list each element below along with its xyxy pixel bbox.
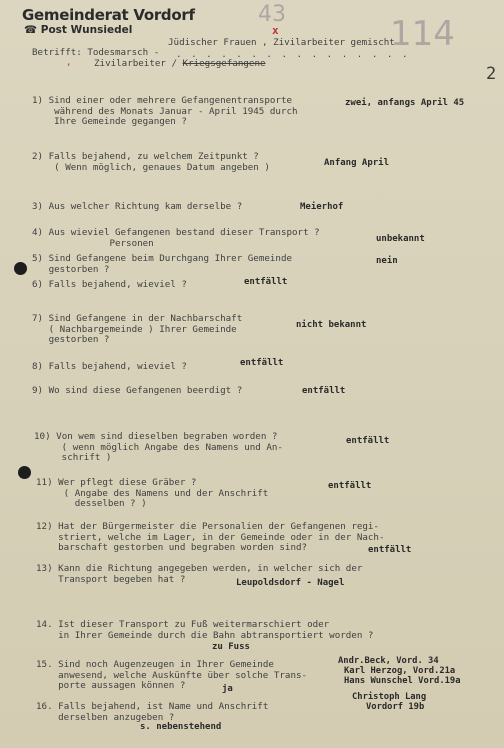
- question-1: 1) Sind einer oder mehrere Gefangenentransporte während des Monats Januar - April 1945 durch Ihre Gemeinde gegangen ?: [32, 95, 298, 127]
- witness-3: Hans Wunschel Vord.19a: [344, 676, 461, 686]
- question-6: 6) Falls bejahend, wieviel ?: [32, 279, 187, 290]
- answer-16: s. nebenstehend: [140, 722, 222, 732]
- answer-10: entfällt: [346, 436, 390, 446]
- red-check-mark: x: [272, 24, 279, 37]
- answer-5: nein: [376, 256, 398, 266]
- answer-11: entfällt: [328, 481, 372, 491]
- telephone-icon: ☎: [24, 24, 38, 36]
- question-4: 4) Aus wieviel Gefangenen bestand dieser Transport ? Personen: [32, 227, 320, 249]
- concerning-line-2: Zivilarbeiter / Kriegsgefangene: [94, 58, 266, 69]
- answer-4: unbekannt: [376, 234, 425, 244]
- question-15: 15. Sind noch Augenzeugen in Ihrer Gemeinde anwesend, welche Auskünfte über solche Trans- porte aussagen können ?: [36, 659, 308, 691]
- witness-2: Karl Herzog, Vord.21a: [344, 666, 456, 676]
- question-7: 7) Sind Gefangene in der Nachbarschaft ( Nachbargemeinde ) Ihrer Gemeinde gestorben ?: [32, 313, 243, 345]
- answer-1: zwei, anfangs April 45: [345, 98, 465, 108]
- answer-6: entfällt: [244, 277, 288, 287]
- answer-12: entfällt: [368, 545, 412, 555]
- question-5: 5) Sind Gefangene beim Durchgang Ihrer Gemeinde gestorben ?: [32, 253, 293, 275]
- answer-13: Leupoldsdorf - Nagel: [236, 578, 345, 588]
- question-10: 10) Von wem sind dieselben begraben worden ? ( wenn möglich Angabe des Namens und An- schrift ): [34, 431, 283, 463]
- question-14: 14. Ist dieser Transport zu Fuß weitermarschiert oder in Ihrer Gemeinde durch die Bahn abtransportiert worden ?: [36, 619, 374, 641]
- pencil-number: 43: [258, 2, 286, 27]
- post-stamp: [24, 24, 132, 36]
- question-12: 12) Hat der Bürgermeister die Personalien der Gefangenen regi- striert, welche im Lager, in der Gemeinde oder in der Nach- barschaft gestorben und begraben worden sind?: [36, 521, 385, 553]
- answer-2: Anfang April: [324, 158, 390, 168]
- question-11: 11) Wer pflegt diese Gräber ? ( Angabe des Namens und der Anschrift desselben ? ): [36, 477, 269, 509]
- witness-4: Christoph Lang: [352, 692, 427, 702]
- answer-15: ja: [222, 684, 233, 694]
- witness-1: Andr.Beck, Vord. 34: [338, 656, 439, 666]
- concerning-line-1: Jüdischer Frauen , Zivilarbeiter gemischt: [168, 37, 395, 48]
- concerning-dots: . . . . . . . . . . . . . . . .: [176, 49, 410, 60]
- page-number: 2: [486, 64, 497, 84]
- red-mark-small: ,: [66, 58, 72, 68]
- answer-8: entfällt: [240, 358, 284, 368]
- answer-9: entfällt: [302, 386, 346, 396]
- answer-3: Meierhof: [300, 202, 344, 212]
- question-9: 9) Wo sind diese Gefangenen beerdigt ?: [32, 385, 243, 396]
- post-office-label: Post Wunsiedel: [40, 24, 133, 36]
- concerning-label: Betrifft: Todesmarsch -: [32, 47, 160, 58]
- question-3: 3) Aus welcher Richtung kam derselbe ?: [32, 201, 243, 212]
- question-8: 8) Falls bejahend, wieviel ?: [32, 361, 187, 372]
- question-16: 16. Falls bejahend, ist Name und Anschrift derselben anzugeben ?: [36, 701, 269, 723]
- office-stamp: Gemeinderat Vordorf: [22, 6, 195, 24]
- punch-hole-top: [14, 262, 27, 275]
- punch-hole-bottom: [18, 466, 31, 479]
- answer-7: nicht bekannt: [296, 320, 367, 330]
- pencil-number-right: 114: [390, 14, 455, 54]
- answer-14: zu Fuss: [212, 642, 250, 652]
- question-13: 13) Kann die Richtung angegeben werden, in welcher sich der Transport begeben hat ?: [36, 563, 363, 585]
- question-2: 2) Falls bejahend, zu welchem Zeitpunkt ? ( Wenn möglich, genaues Datum angeben ): [32, 151, 270, 173]
- struck-text: Kriegsgefangene: [182, 58, 266, 69]
- witness-5: Vordorf 19b: [366, 702, 425, 712]
